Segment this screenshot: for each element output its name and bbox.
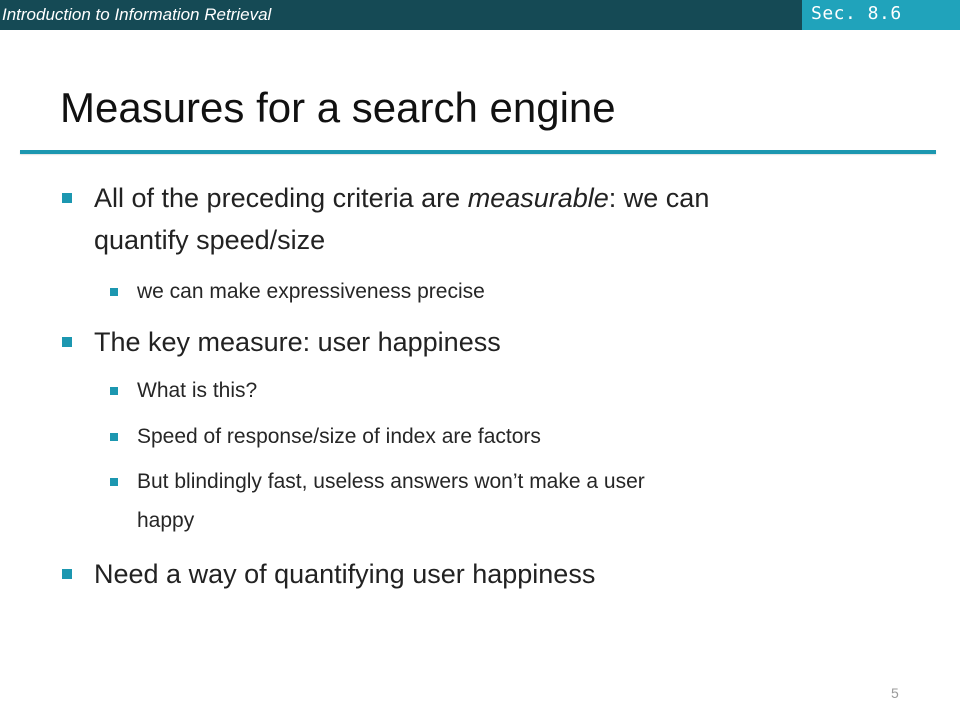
- slide-title: Measures for a search engine: [60, 84, 616, 131]
- square-bullet-icon: [110, 288, 118, 296]
- page-number: 5: [891, 685, 899, 701]
- square-bullet-icon: [62, 193, 72, 203]
- square-bullet-icon: [62, 569, 72, 579]
- sub-bullet-text-continuation: happy: [137, 509, 195, 532]
- bullet-text-pre: All of the preceding criteria are: [94, 183, 468, 213]
- bullet-item: [94, 180, 709, 216]
- sub-bullet-item: [137, 376, 257, 406]
- bullet-text-continuation: quantify speed/size: [94, 225, 326, 255]
- sub-bullet-text: What is this?: [137, 379, 258, 402]
- bullet-item: [94, 324, 501, 360]
- bullet-text: Need a way of quantifying user happiness: [94, 559, 596, 589]
- bullet-continuation: [94, 222, 325, 258]
- square-bullet-icon: [110, 433, 118, 441]
- sub-bullet-text: we can make expressiveness precise: [137, 280, 485, 303]
- bullet-text-emphasis: measurable: [467, 183, 609, 213]
- course-title: Introduction to Information Retrieval: [2, 5, 272, 24]
- bullet-item: [94, 556, 595, 592]
- sub-bullet-item: [137, 277, 485, 307]
- square-bullet-icon: [110, 478, 118, 486]
- section-tag-label: Sec. 8.6: [811, 3, 902, 24]
- bullet-text: The key measure: user happiness: [94, 327, 501, 357]
- bullet-text-post: : we can: [608, 183, 710, 213]
- sub-bullet-text: But blindingly fast, useless answers won’t make a user: [137, 470, 645, 493]
- square-bullet-icon: [110, 387, 118, 395]
- square-bullet-icon: [62, 337, 72, 347]
- sub-bullet-item: [137, 422, 541, 452]
- sub-bullet-continuation: [137, 506, 194, 536]
- sub-bullet-item: [137, 467, 645, 497]
- sub-bullet-text: Speed of response/size of index are factors: [137, 425, 541, 448]
